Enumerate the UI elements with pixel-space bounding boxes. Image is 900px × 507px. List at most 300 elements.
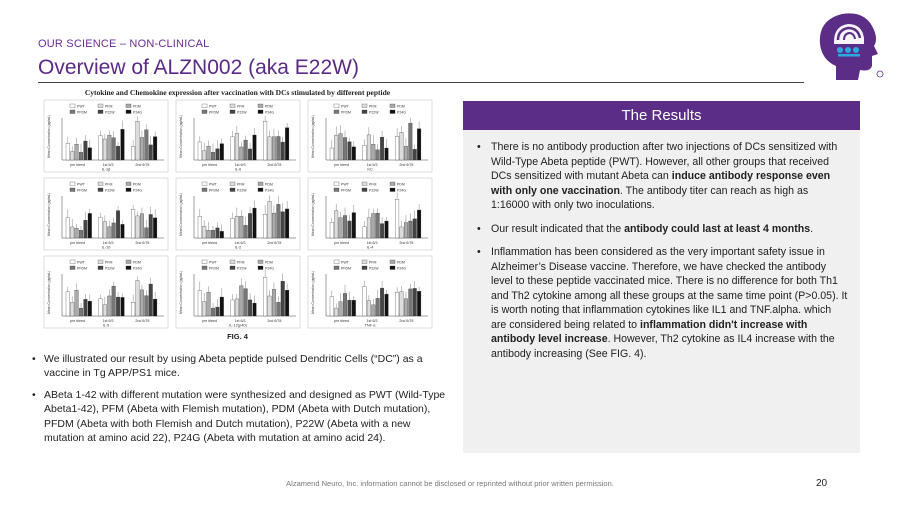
y-axis-label: Mean Concentration (pg/mL): [311, 114, 315, 158]
legend-swatch: [362, 260, 367, 264]
cytokine-panel: [176, 256, 300, 328]
cytokine-bar: [131, 146, 135, 160]
cytokine-bar: [116, 146, 120, 160]
legend-swatch: [258, 266, 263, 270]
legend-label: PDM: [265, 104, 273, 109]
legend-label: PFM: [237, 182, 245, 187]
cytokine-bar: [272, 137, 276, 160]
cytokine-bar: [263, 214, 267, 238]
cytokine-bar: [253, 303, 257, 316]
cytokine-panel: [44, 100, 168, 172]
x-tick-label: pre bleed: [334, 241, 349, 245]
legend-label: P22W: [105, 110, 115, 115]
cytokine-bar: [277, 302, 281, 316]
x-tick-label: pre bleed: [202, 163, 217, 167]
cytokine-bar: [417, 291, 421, 316]
legend-label: PFDM: [209, 266, 219, 271]
legend-swatch: [230, 182, 235, 186]
legend-swatch: [126, 266, 131, 270]
cytokine-bar: [140, 214, 144, 238]
cytokine-bar: [277, 136, 281, 160]
cytokine-bar: [239, 216, 243, 238]
x-tick-label: pre bleed: [70, 163, 85, 167]
results-bullet-1-text-a: There is no antibody production after two injections of DCs sensitized with Wild-Type Abeta peptide (PWT). However, all other groups that received DCs sensitized with mutant Abeta can: [491, 141, 838, 182]
cytokine-bar: [268, 296, 272, 316]
legend-label: PWT: [341, 104, 349, 109]
y-axis-label: Mean Concentration (pg/mL): [311, 192, 315, 236]
legend-label: P22W: [237, 188, 247, 193]
cytokine-bar: [348, 300, 352, 316]
page-title: Overview of ALZN002 (aka E22W): [38, 56, 359, 79]
y-axis-label: Mean Concentration (pg/mL): [47, 192, 51, 236]
cytokine-bar: [84, 141, 88, 160]
x-tick-label: 2nd 6/78: [399, 241, 414, 245]
legend-label: P24G: [265, 188, 274, 193]
panel-label: IL-10: [101, 245, 111, 250]
legend-label: P24G: [133, 266, 142, 271]
legend-label: P22W: [237, 110, 247, 115]
results-header: The Results: [463, 101, 860, 130]
legend-swatch: [202, 260, 207, 264]
cytokine-bar: [88, 148, 92, 160]
cytokine-bar: [380, 288, 384, 316]
results-bullet-3-highlight: inflammation didn't increase with antibody level increase: [491, 318, 808, 345]
cytokine-bar: [334, 211, 338, 238]
cytokine-panel: [308, 178, 432, 250]
x-tick-label: 1st 6/3: [102, 163, 114, 167]
cytokine-bar: [409, 123, 413, 160]
legend-label: PFDM: [341, 110, 351, 115]
cytokine-bar: [70, 227, 74, 238]
legend-swatch: [98, 266, 103, 270]
x-tick-label: 1st 6/3: [234, 319, 246, 323]
legend-label: PFDM: [77, 266, 87, 271]
legend-swatch: [390, 260, 395, 264]
cytokine-bar: [121, 297, 125, 316]
cytokine-bar: [198, 142, 202, 160]
legend-label: P24G: [133, 110, 142, 115]
cytokine-bar: [79, 152, 83, 160]
section-label: OUR SCIENCE – NON-CLINICAL: [38, 38, 210, 50]
legend-label: P22W: [237, 266, 247, 271]
x-tick-label: 1st 6/3: [234, 241, 246, 245]
legend-swatch: [362, 104, 367, 108]
cytokine-bar: [140, 137, 144, 160]
x-tick-label: pre bleed: [334, 163, 349, 167]
footer-disclaimer: Alzamend Neuro, Inc. information cannot be disclosed or reprinted without prior written permission.: [286, 479, 614, 488]
cytokine-panel: [176, 100, 300, 172]
legend-swatch: [98, 260, 103, 264]
cytokine-bar: [145, 130, 149, 160]
cytokine-bar: [376, 213, 380, 238]
cytokine-bar: [343, 138, 347, 160]
cytokine-bar: [248, 213, 252, 238]
cytokine-bar: [220, 144, 224, 160]
legend-label: PFDM: [209, 110, 219, 115]
panel-label: IL-2: [234, 245, 242, 250]
legend-swatch: [98, 110, 103, 114]
cytokine-bar: [404, 146, 408, 160]
legend-label: PWT: [209, 260, 217, 265]
legend-swatch: [70, 182, 75, 186]
panel-label: IL-1β: [101, 167, 111, 172]
cytokine-bar: [352, 300, 356, 316]
page-number: 20: [816, 478, 828, 489]
cytokine-bar: [153, 218, 157, 238]
y-axis-label: Mean Concentration (pg/mL): [47, 270, 51, 314]
legend-label: P22W: [105, 188, 115, 193]
cytokine-bar: [79, 230, 83, 238]
cytokine-bar: [70, 302, 74, 316]
x-tick-label: 2nd 6/78: [267, 163, 282, 167]
legend-swatch: [98, 188, 103, 192]
cytokine-bar: [330, 148, 334, 160]
cytokine-bar: [263, 277, 267, 316]
cytokine-bar: [376, 298, 380, 316]
legend-label: PWT: [77, 104, 85, 109]
results-bullet-1-highlight: induce antibody response even with only one vaccination: [491, 170, 831, 197]
cytokine-bar: [281, 212, 285, 238]
figure-caption: FIG. 4: [227, 332, 248, 341]
results-bullet-3-text-c: . However, Th2 cytokine as IL4 increase with the antibody increasing (See FIG. 4).: [491, 333, 835, 360]
legend-label: PFM: [237, 260, 245, 265]
x-tick-label: 2nd 6/78: [135, 319, 150, 323]
cytokine-bar: [239, 286, 243, 316]
legend-swatch: [334, 110, 339, 114]
figure-panels: [40, 98, 435, 330]
cytokine-bar: [413, 288, 417, 316]
legend-swatch: [258, 182, 263, 186]
x-tick-label: 1st 6/3: [366, 241, 378, 245]
cytokine-bar: [198, 216, 202, 238]
legend-label: PWT: [209, 104, 217, 109]
legend-label: PWT: [77, 260, 85, 265]
cytokine-bar: [417, 210, 421, 238]
legend-swatch: [98, 104, 103, 108]
cytokine-bar: [88, 301, 92, 316]
cytokine-bar: [417, 129, 421, 160]
cytokine-bar: [272, 289, 276, 316]
cytokine-bar: [207, 292, 211, 316]
cytokine-bar: [367, 135, 371, 160]
panel-label: IL-6: [234, 167, 242, 172]
x-tick-label: 1st 6/3: [366, 163, 378, 167]
head-with-brain-icon: [820, 13, 883, 80]
cytokine-bar: [348, 142, 352, 160]
y-axis-label: Mean Concentration (pg/mL): [179, 114, 183, 158]
legend-swatch: [334, 182, 339, 186]
panel-label: TNF-α: [364, 323, 376, 328]
cytokine-bar: [107, 227, 111, 238]
cytokine-bar: [376, 150, 380, 160]
cytokine-bar: [235, 216, 239, 238]
cytokine-bar: [216, 307, 220, 316]
x-tick-label: 2nd 6/78: [135, 163, 150, 167]
cytokine-bar: [400, 132, 404, 160]
cytokine-bar: [136, 121, 140, 160]
cytokine-bar: [207, 230, 211, 238]
cytokine-bar: [339, 302, 343, 316]
legend-swatch: [334, 260, 339, 264]
legend-label: PFDM: [77, 188, 87, 193]
x-tick-label: 1st 6/3: [234, 163, 246, 167]
cytokine-bar: [363, 286, 367, 316]
cytokine-bar: [136, 216, 140, 238]
cytokine-bar: [103, 139, 107, 160]
cytokine-bar: [285, 290, 289, 316]
cytokine-bar: [131, 302, 135, 316]
cytokine-bar: [112, 138, 116, 160]
x-tick-label: 1st 6/3: [102, 319, 114, 323]
left-bullet-2: • ABeta 1-42 with different mutation were synthesized and designed as PWT (Wild-Type Abeta1-42), PFM (Abeta with Flemish mutation), PDM (Abeta with Dutch mutation), PFDM (Abeta with both Flemish and Dutch mutation), P22W (Abeta with a new mutation at amino acid 22), P24G (Abeta with mutation at amino acid 24).: [30, 388, 450, 446]
legend-label: PFM: [105, 104, 113, 109]
cytokine-bar: [211, 152, 215, 160]
results-panel: [463, 130, 860, 453]
legend-swatch: [362, 110, 367, 114]
legend-label: P22W: [369, 266, 379, 271]
cytokine-panel: [176, 178, 300, 250]
cytokine-bar: [268, 137, 272, 160]
cytokine-bar: [380, 224, 384, 238]
x-tick-label: pre bleed: [70, 241, 85, 245]
cytokine-bar: [330, 297, 334, 316]
cytokine-bar: [395, 292, 399, 316]
legend-swatch: [334, 104, 339, 108]
legend-swatch: [362, 188, 367, 192]
y-axis-label: Mean Concentration (pg/mL): [179, 192, 183, 236]
cytokine-bar: [272, 213, 276, 238]
cytokine-bar: [263, 121, 267, 160]
cytokine-bar: [216, 149, 220, 160]
cytokine-bar: [367, 301, 371, 316]
cytokine-bar: [385, 148, 389, 160]
legend-label: P22W: [369, 110, 379, 115]
cytokine-bar: [385, 294, 389, 316]
legend-label: PDM: [397, 104, 405, 109]
cytokine-bar: [235, 299, 239, 316]
legend-label: PFDM: [341, 266, 351, 271]
cytokine-bar: [343, 293, 347, 316]
legend-swatch: [334, 188, 339, 192]
legend-label: PDM: [265, 260, 273, 265]
left-bullet-list: [30, 352, 450, 452]
cytokine-bar: [385, 221, 389, 238]
results-bullet-2-highlight: antibody could last at least 4 months: [624, 222, 811, 235]
cytokine-bar: [235, 133, 239, 160]
cytokine-bar: [363, 145, 367, 160]
legend-label: P22W: [105, 266, 115, 271]
legend-swatch: [230, 260, 235, 264]
legend-label: P22W: [369, 188, 379, 193]
cytokine-bar: [400, 292, 404, 316]
cytokine-bar: [371, 305, 375, 316]
legend-label: PDM: [133, 104, 141, 109]
cytokine-bar: [395, 199, 399, 238]
cytokine-bar: [66, 292, 70, 316]
cytokine-bar: [116, 211, 120, 238]
cytokine-bar: [70, 151, 74, 160]
legend-swatch: [98, 182, 103, 186]
cytokine-panel: [44, 256, 168, 328]
cytokine-bar: [339, 134, 343, 160]
cytokine-bar: [330, 222, 334, 238]
cytokine-bar: [84, 299, 88, 316]
legend-swatch: [230, 104, 235, 108]
cytokine-bar: [352, 147, 356, 160]
legend-label: PWT: [341, 182, 349, 187]
results-bullet-2-text-a: Our result indicated that the: [491, 222, 625, 235]
cytokine-bar: [380, 137, 384, 160]
legend-swatch: [126, 260, 131, 264]
cytokine-bar: [112, 223, 116, 238]
legend-swatch: [258, 188, 263, 192]
results-bullet-1: [477, 140, 848, 213]
legend-swatch: [258, 260, 263, 264]
cytokine-figure: [40, 88, 435, 341]
cytokine-bar: [352, 213, 356, 238]
cytokine-bar: [220, 231, 224, 238]
cytokine-bar: [334, 135, 338, 160]
legend-label: PWT: [341, 260, 349, 265]
cytokine-bar: [75, 144, 79, 160]
x-tick-label: 2nd 6/78: [135, 241, 150, 245]
cytokine-bar: [131, 209, 135, 238]
legend-swatch: [126, 104, 131, 108]
cytokine-bar: [103, 222, 107, 238]
cytokine-bar: [202, 151, 206, 160]
results-bullet-1-text-c: . The antibody titer can reach as high as 1:16000 with only two inoculations.: [491, 184, 809, 211]
cytokine-bar: [239, 147, 243, 160]
cytokine-bar: [395, 136, 399, 160]
legend-swatch: [258, 104, 263, 108]
cytokine-bar: [149, 214, 153, 238]
legend-swatch: [230, 266, 235, 270]
y-axis-label: Mean Concentration (pg/mL): [179, 270, 183, 314]
legend-swatch: [390, 104, 395, 108]
legend-label: PFM: [369, 182, 377, 187]
legend-swatch: [362, 182, 367, 186]
legend-label: P24G: [397, 188, 406, 193]
legend-label: PDM: [265, 182, 273, 187]
results-bullet-2: [477, 222, 848, 237]
legend-label: PFDM: [209, 188, 219, 193]
cytokine-bar: [400, 227, 404, 238]
cytokine-bar: [202, 226, 206, 238]
cytokine-bar: [149, 284, 153, 316]
cytokine-panel: [308, 100, 432, 172]
panel-label: IL-5: [102, 323, 110, 328]
legend-swatch: [390, 188, 395, 192]
cytokine-bar: [409, 221, 413, 238]
cytokine-bar: [216, 228, 220, 238]
legend-swatch: [390, 110, 395, 114]
x-tick-label: 2nd 6/78: [267, 241, 282, 245]
legend-swatch: [126, 182, 131, 186]
legend-swatch: [70, 266, 75, 270]
legend-label: PFDM: [77, 110, 87, 115]
title-divider: [38, 82, 804, 83]
results-bullet-3: [477, 245, 848, 361]
legend-swatch: [126, 110, 131, 114]
legend-swatch: [70, 104, 75, 108]
cytokine-panel: [308, 256, 432, 328]
legend-label: PWT: [209, 182, 217, 187]
legend-swatch: [126, 188, 131, 192]
cytokine-bar: [75, 228, 79, 238]
cytokine-bar: [413, 219, 417, 238]
cytokine-bar: [107, 135, 111, 160]
cytokine-bar: [79, 308, 83, 316]
cytokine-bar: [231, 300, 235, 316]
cytokine-bar: [88, 213, 92, 238]
legend-label: PFM: [369, 260, 377, 265]
cytokine-bar: [371, 144, 375, 160]
cytokine-bar: [140, 290, 144, 316]
cytokine-bar: [107, 296, 111, 316]
legend-swatch: [390, 182, 395, 186]
cytokine-bar: [99, 299, 103, 316]
cytokine-bar: [207, 146, 211, 160]
panel-label: IL-12(p40): [229, 323, 247, 328]
legend-label: PDM: [397, 182, 405, 187]
x-tick-label: 1st 6/3: [366, 319, 378, 323]
cytokine-bar: [198, 290, 202, 316]
legend-swatch: [230, 110, 235, 114]
x-tick-label: pre bleed: [202, 319, 217, 323]
legend-label: PDM: [133, 182, 141, 187]
cytokine-bar: [84, 220, 88, 238]
cytokine-bar: [244, 289, 248, 316]
legend-swatch: [202, 188, 207, 192]
cytokine-bar: [404, 299, 408, 316]
cytokine-bar: [248, 300, 252, 316]
legend-swatch: [230, 188, 235, 192]
legend-label: PFM: [369, 104, 377, 109]
cytokine-bar: [149, 145, 153, 160]
cytokine-bar: [285, 128, 289, 160]
cytokine-bar: [348, 221, 352, 238]
cytokine-bar: [99, 136, 103, 160]
legend-swatch: [202, 182, 207, 186]
x-tick-label: pre bleed: [334, 319, 349, 323]
cytokine-bar: [145, 228, 149, 238]
y-axis-label: Mean Concentration (pg/mL): [311, 270, 315, 314]
cytokine-bar: [112, 286, 116, 316]
cytokine-bar: [211, 230, 215, 238]
cytokine-bar: [281, 281, 285, 316]
legend-label: PDM: [397, 260, 405, 265]
figure-title: Cytokine and Chemokine expression after vaccination with DCs stimulated by different peptide: [84, 88, 391, 97]
cytokine-panel: [44, 178, 168, 250]
cytokine-bar: [103, 305, 107, 316]
cytokine-bar: [121, 129, 125, 160]
cytokine-bar: [153, 137, 157, 160]
legend-swatch: [258, 110, 263, 114]
cytokine-bar: [413, 149, 417, 160]
brand-logo-icon: [808, 6, 886, 84]
panel-label: KC: [367, 167, 373, 172]
cytokine-bar: [211, 308, 215, 316]
x-tick-label: 2nd 6/78: [267, 319, 282, 323]
legend-swatch: [362, 266, 367, 270]
cytokine-bar: [343, 215, 347, 238]
cytokine-bar: [66, 217, 70, 238]
legend-label: P24G: [397, 266, 406, 271]
legend-swatch: [202, 104, 207, 108]
cytokine-bar: [404, 222, 408, 238]
cytokine-bar: [268, 201, 272, 238]
cytokine-bar: [253, 208, 257, 238]
